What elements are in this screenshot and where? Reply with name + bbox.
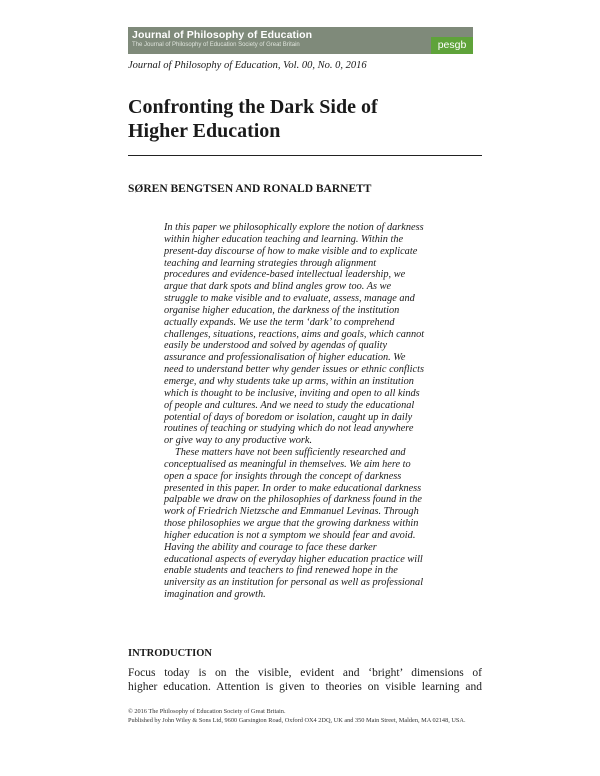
abstract-line: potential of days of boredom or isolation, caught up in daily — [164, 411, 413, 423]
abstract-line: present-day discourse of how to make visible and to explicate — [164, 245, 418, 257]
abstract-line: organise higher education, the darkness of the institution — [164, 304, 400, 316]
abstract-line: within higher education teaching and learning. Within the — [164, 233, 404, 245]
abstract-line: educational aspects of everyday higher education practice will — [164, 553, 423, 565]
abstract-line: of people and cultures. And we need to study the educational — [164, 399, 415, 411]
abstract-line: challenges, situations, reactions, aims and goals, which cannot — [164, 328, 425, 340]
abstract-line: argue that dark spots and blind angles grow too. As we — [164, 281, 392, 293]
abstract-line: These matters have not been sufficiently researched and — [175, 447, 406, 459]
abstract-line: procedures and evidence-based intellectual leadership, we — [164, 269, 406, 281]
abstract-line: those philosophies we argue that the growing darkness within — [164, 518, 419, 530]
abstract-line: routines of teaching or studying which do not lead anywhere — [164, 423, 414, 435]
body-line: higher education. Attention is given to theories on visible learning and — [128, 681, 482, 693]
abstract-line: university as an institution for personal as well as professional — [164, 577, 424, 589]
abstract-line: enable students and teachers to find renewed hope in the — [164, 565, 398, 577]
body-line: Focus today is on the visible, evident and ‘bright’ dimensions of — [128, 667, 482, 679]
abstract-line: assurance and professionalisation of higher education. We — [164, 352, 406, 364]
abstract-line: teaching and learning strategies through alignment — [164, 257, 377, 269]
article-authors: SØREN BENGTSEN AND RONALD BARNETT — [128, 183, 372, 195]
title-divider — [128, 155, 482, 156]
society-name: The Journal of Philosophy of Education Society of Great Britain — [132, 42, 300, 48]
abstract-line: easily be understood and solved by agendas of quality — [164, 340, 388, 352]
journal-title: Journal of Philosophy of Education — [132, 29, 313, 41]
abstract-line: need to understand better why gender issues or ethnic conflicts — [164, 364, 424, 376]
abstract-line: presented in this paper. In order to make educational darkness — [164, 482, 422, 494]
abstract-line: work of Friedrich Nietzsche and Emmanuel Levinas. Through — [164, 506, 419, 518]
abstract-line: In this paper we philosophically explore the notion of darkness — [164, 222, 424, 233]
pesgb-logo: pesgb — [431, 37, 473, 54]
introduction-text — [128, 666, 482, 694]
abstract-line: Having the ability and courage to face these darker — [164, 541, 377, 553]
abstract-line: emerge, and why students take up arms, within an institution — [164, 375, 414, 387]
abstract-line: struggle to make visible and to evaluate, assess, manage and — [164, 293, 415, 305]
title-line: Confronting the Dark Side of — [128, 96, 378, 118]
copyright-notice: © 2016 The Philosophy of Education Society of Great Britain. — [128, 708, 286, 715]
abstract-line: or give way to any productive work. — [164, 435, 313, 447]
abstract-line: palpable we draw on the philosophies of darkness found in the — [164, 494, 422, 506]
abstract-line: imagination and growth. — [164, 589, 266, 601]
article-title — [128, 95, 488, 143]
abstract — [164, 222, 484, 601]
title-line: Higher Education — [128, 120, 281, 142]
abstract-line: higher education is not a symptom we should fear and avoid. — [164, 529, 416, 541]
journal-banner — [128, 27, 473, 54]
publisher-notice: Published by John Wiley & Sons Ltd, 9600 Garsington Road, Oxford OX4 2DQ, UK and 350 Main Street, Malden, MA 02148, USA. — [128, 717, 466, 724]
section-heading: INTRODUCTION — [128, 648, 213, 659]
abstract-line: which is thought to be inclusive, inviting and open to all kinds — [164, 387, 420, 399]
abstract-line: actually expands. We use the term ‘dark’ to comprehend — [164, 316, 395, 328]
page-footer — [128, 707, 488, 725]
abstract-line: conceptualised as meaningful in themselves. We aim here to — [164, 458, 411, 470]
journal-citation: Journal of Philosophy of Education, Vol. 00, No. 0, 2016 — [128, 60, 367, 71]
abstract-line: open a space for insights through the concept of darkness — [164, 470, 402, 482]
